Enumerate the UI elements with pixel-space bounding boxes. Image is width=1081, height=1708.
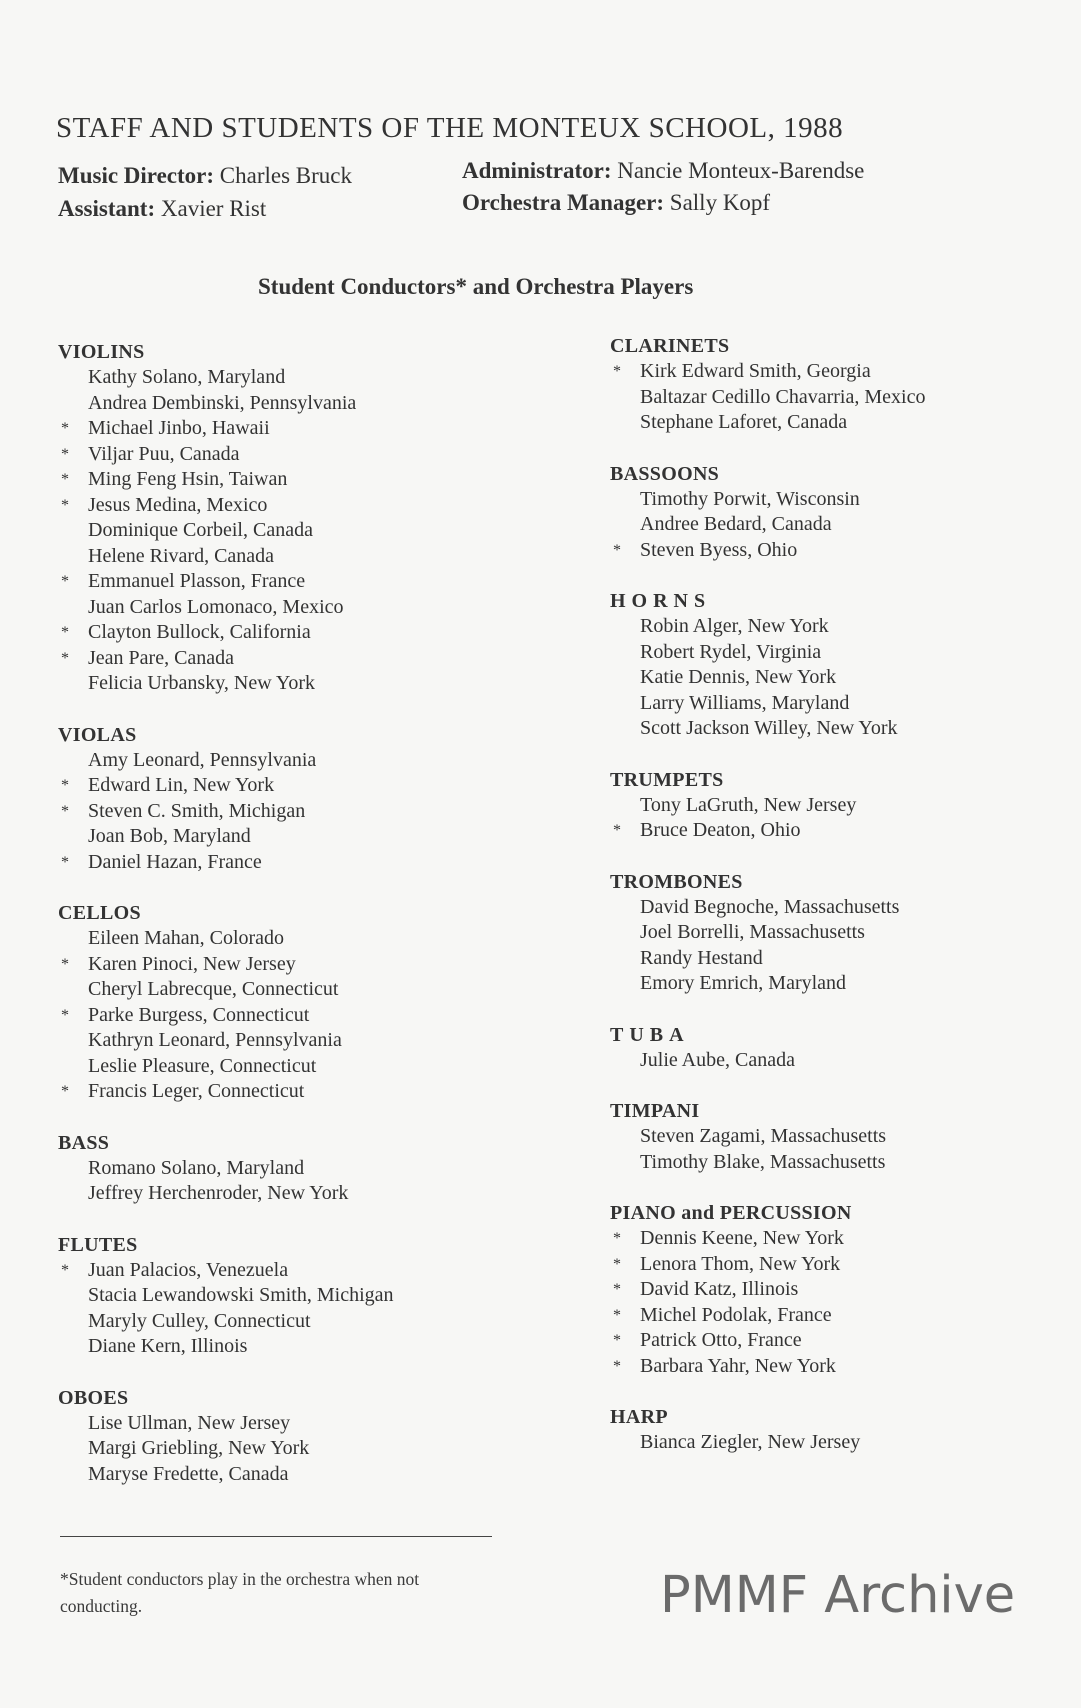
member-name: Margi Griebling, New York xyxy=(88,1437,310,1459)
orchestra-manager xyxy=(462,190,770,216)
member-row xyxy=(58,646,498,672)
footnote-divider xyxy=(60,1536,492,1537)
section-heading: CLARINETS xyxy=(610,335,730,357)
section-violins xyxy=(58,340,498,697)
member-name: Edward Lin, New York xyxy=(88,774,275,796)
student-conductor-mark: * xyxy=(61,649,69,667)
member-name: Baltazar Cedillo Chavarria, Mexico xyxy=(640,385,926,408)
student-conductor-mark: * xyxy=(613,363,621,380)
section-heading: FLUTES xyxy=(58,1233,138,1256)
member-row xyxy=(58,824,498,850)
member-name: Francis Leger, Connecticut xyxy=(88,1080,305,1102)
section-heading: VIOLAS xyxy=(58,723,137,746)
section-trumpets xyxy=(610,768,1060,844)
section-heading: BASSOONS xyxy=(610,462,720,485)
member-row xyxy=(58,493,498,519)
music-director xyxy=(58,163,352,189)
footnote: *Student conductors play in the orchestra when not conducting. xyxy=(60,1569,420,1616)
member-row xyxy=(58,595,498,621)
student-conductor-mark: * xyxy=(61,853,69,871)
student-conductor-mark: * xyxy=(61,955,69,973)
member-row xyxy=(58,569,498,595)
member-name: Karen Pinoci, New Jersey xyxy=(88,952,296,975)
member-row xyxy=(610,538,1060,564)
section-heading: HARP xyxy=(610,1406,668,1428)
member-row xyxy=(58,544,498,570)
assistant-name: Xavier Rist xyxy=(160,196,267,221)
member-row xyxy=(58,850,498,876)
member-row xyxy=(610,716,1060,742)
member-name: Barbara Yahr, New York xyxy=(640,1354,836,1377)
student-conductor-mark: * xyxy=(613,1230,621,1247)
section-subtitle: Student Conductors* and Orchestra Players xyxy=(258,274,694,299)
section-heading: HORNS xyxy=(610,590,712,612)
section-heading: PIANO and PERCUSSION xyxy=(610,1202,852,1224)
music-director-label: Music Director: xyxy=(58,163,215,188)
member-name: Lise Ullman, New Jersey xyxy=(88,1411,291,1434)
member-row xyxy=(610,691,1060,717)
member-row xyxy=(58,671,498,697)
member-row xyxy=(58,1003,498,1029)
member-name: Clayton Bullock, California xyxy=(88,621,311,643)
member-name: Cheryl Labrecque, Connecticut xyxy=(88,978,339,1000)
member-row xyxy=(610,385,1060,411)
member-name: Juan Palacios, Venezuela xyxy=(88,1258,289,1281)
section-harp xyxy=(610,1405,1060,1456)
member-name: Randy Hestand xyxy=(640,946,763,969)
section-heading: BASS xyxy=(58,1131,110,1154)
member-row xyxy=(610,1303,1060,1329)
student-conductor-mark: * xyxy=(61,1261,69,1279)
member-row xyxy=(610,818,1060,844)
member-name: Jean Pare, Canada xyxy=(88,646,235,669)
member-row xyxy=(610,487,1060,513)
section-heading: TIMPANI xyxy=(610,1100,700,1122)
left-column xyxy=(58,340,498,1513)
member-row xyxy=(58,1411,498,1437)
student-conductor-mark: * xyxy=(61,1083,69,1100)
student-conductor-mark: * xyxy=(613,1357,621,1375)
member-name: Robin Alger, New York xyxy=(640,615,829,637)
student-conductor-mark: * xyxy=(613,822,621,839)
member-name: Stephane Laforet, Canada xyxy=(640,411,848,433)
member-name: Joel Borrelli, Massachusetts xyxy=(640,921,865,943)
member-row xyxy=(610,895,1060,921)
section-timpani xyxy=(610,1099,1060,1175)
member-row xyxy=(610,793,1060,819)
member-name: Andrea Dembinski, Pennsylvania xyxy=(88,391,357,414)
member-name: Stacia Lewandowski Smith, Michigan xyxy=(88,1284,394,1306)
member-row xyxy=(58,1462,498,1488)
student-conductor-mark: * xyxy=(613,541,621,559)
member-row xyxy=(610,971,1060,997)
member-row xyxy=(610,1277,1060,1303)
member-name: Helene Rivard, Canada xyxy=(88,544,275,567)
administrator-name: Nancie Monteux-Barendse xyxy=(617,158,865,183)
member-row xyxy=(58,977,498,1003)
student-conductor-mark: * xyxy=(61,802,69,820)
member-row xyxy=(58,391,498,417)
member-name: Bianca Ziegler, New Jersey xyxy=(640,1431,861,1453)
member-name: Steven C. Smith, Michigan xyxy=(88,799,306,822)
member-row xyxy=(610,512,1060,538)
member-row xyxy=(58,1079,498,1105)
member-name: Dominique Corbeil, Canada xyxy=(88,519,313,541)
member-row xyxy=(58,926,498,952)
member-row xyxy=(610,1150,1060,1176)
member-name: Kathryn Leonard, Pennsylvania xyxy=(88,1029,342,1051)
right-column xyxy=(610,334,1060,1482)
member-name: Michael Jinbo, Hawaii xyxy=(88,417,270,439)
member-row xyxy=(610,410,1060,436)
student-conductor-mark: * xyxy=(61,471,69,488)
member-name: Andree Bedard, Canada xyxy=(640,513,832,535)
section-heading: OBOES xyxy=(58,1386,129,1409)
student-conductor-mark: * xyxy=(61,573,69,590)
member-row xyxy=(58,1436,498,1462)
section-horns xyxy=(610,589,1060,742)
member-row xyxy=(610,665,1060,691)
member-row xyxy=(58,1309,498,1335)
member-row xyxy=(610,1354,1060,1380)
member-name: Kirk Edward Smith, Georgia xyxy=(640,360,871,382)
member-row xyxy=(58,1028,498,1054)
member-name: Juan Carlos Lomonaco, Mexico xyxy=(88,595,344,618)
section-violas xyxy=(58,723,498,876)
section-heading: CELLOS xyxy=(58,902,141,924)
member-name: Patrick Otto, France xyxy=(640,1329,802,1351)
section-bassoons xyxy=(610,462,1060,564)
member-name: Lenora Thom, New York xyxy=(640,1252,841,1275)
member-name: Parke Burgess, Connecticut xyxy=(88,1003,310,1026)
member-name: Michel Podolak, France xyxy=(640,1303,832,1326)
page-title: STAFF AND STUDENTS OF THE MONTEUX SCHOOL, 1988 xyxy=(56,112,844,144)
section-flutes xyxy=(58,1233,498,1360)
member-name: David Begnoche, Massachusetts xyxy=(640,895,900,918)
orchestra-manager-name: Sally Kopf xyxy=(669,190,771,215)
section-heading: TRUMPETS xyxy=(610,768,724,791)
member-row xyxy=(610,614,1060,640)
member-row xyxy=(58,1334,498,1360)
section-piano-and-percussion xyxy=(610,1201,1060,1379)
member-name: Dennis Keene, New York xyxy=(640,1227,844,1249)
member-row xyxy=(58,748,498,774)
member-row xyxy=(58,518,498,544)
member-name: Larry Williams, Maryland xyxy=(640,691,850,714)
member-name: Amy Leonard, Pennsylvania xyxy=(88,748,317,771)
member-row xyxy=(58,442,498,468)
member-name: Jesus Medina, Mexico xyxy=(88,493,268,516)
member-row xyxy=(58,1283,498,1309)
member-row xyxy=(610,946,1060,972)
member-name: Tony LaGruth, New Jersey xyxy=(640,793,857,816)
member-name: Julie Aube, Canada xyxy=(640,1048,795,1071)
member-name: Joan Bob, Maryland xyxy=(88,825,251,847)
member-row xyxy=(610,1048,1060,1074)
member-name: Timothy Porwit, Wisconsin xyxy=(640,487,860,510)
member-row xyxy=(58,365,498,391)
member-name: Felicia Urbansky, New York xyxy=(88,672,316,694)
member-row xyxy=(58,799,498,825)
student-conductor-mark: * xyxy=(613,1306,621,1324)
member-row xyxy=(58,467,498,493)
section-tuba xyxy=(610,1023,1060,1074)
member-row xyxy=(58,773,498,799)
assistant xyxy=(58,196,266,222)
section-oboes xyxy=(58,1386,498,1488)
member-row xyxy=(610,359,1060,385)
member-name: Timothy Blake, Massachusetts xyxy=(640,1150,886,1173)
member-row xyxy=(610,920,1060,946)
assistant-label: Assistant: xyxy=(58,196,156,221)
member-name: Eileen Mahan, Colorado xyxy=(88,927,285,949)
music-director-name: Charles Bruck xyxy=(219,163,353,188)
member-row xyxy=(610,1328,1060,1354)
student-conductor-mark: * xyxy=(613,1281,621,1298)
member-row xyxy=(58,1054,498,1080)
member-row xyxy=(58,952,498,978)
student-conductor-mark: * xyxy=(61,624,69,641)
member-name: Leslie Pleasure, Connecticut xyxy=(88,1054,317,1077)
member-row xyxy=(610,640,1060,666)
member-name: Scott Jackson Willey, New York xyxy=(640,717,898,739)
member-name: Jeffrey Herchenroder, New York xyxy=(88,1182,349,1204)
member-name: Viljar Puu, Canada xyxy=(88,442,240,465)
student-conductor-mark: * xyxy=(61,1006,69,1024)
member-name: Maryse Fredette, Canada xyxy=(88,1462,289,1485)
section-heading: TUBA xyxy=(610,1023,690,1046)
student-conductor-mark: * xyxy=(613,1255,621,1273)
member-name: David Katz, Illinois xyxy=(640,1278,799,1300)
member-name: Steven Byess, Ohio xyxy=(640,538,798,561)
member-name: Emmanuel Plasson, France xyxy=(88,570,306,592)
section-heading: TROMBONES xyxy=(610,870,743,893)
member-row xyxy=(610,1252,1060,1278)
section-trombones xyxy=(610,870,1060,997)
administrator-label: Administrator: xyxy=(462,158,612,183)
archive-watermark: PMMF Archive xyxy=(660,1566,1016,1625)
member-name: Daniel Hazan, France xyxy=(88,850,262,873)
member-row xyxy=(610,1124,1060,1150)
student-conductor-mark: * xyxy=(61,777,69,794)
section-heading: VIOLINS xyxy=(58,341,145,363)
member-row xyxy=(610,1226,1060,1252)
member-name: Emory Emrich, Maryland xyxy=(640,972,847,994)
orchestra-manager-label: Orchestra Manager: xyxy=(462,190,665,215)
student-conductor-mark: * xyxy=(61,496,69,514)
member-row xyxy=(58,1156,498,1182)
member-name: Bruce Deaton, Ohio xyxy=(640,819,801,841)
member-name: Katie Dennis, New York xyxy=(640,666,837,688)
member-name: Kathy Solano, Maryland xyxy=(88,366,286,388)
member-name: Romano Solano, Maryland xyxy=(88,1156,305,1179)
member-name: Ming Feng Hsin, Taiwan xyxy=(88,468,288,490)
member-row xyxy=(610,1430,1060,1456)
member-row xyxy=(58,1181,498,1207)
student-conductor-mark: * xyxy=(61,420,69,437)
student-conductor-mark: * xyxy=(613,1332,621,1349)
member-name: Robert Rydel, Virginia xyxy=(640,640,822,663)
member-name: Steven Zagami, Massachusetts xyxy=(640,1125,887,1147)
member-name: Diane Kern, Illinois xyxy=(88,1335,248,1357)
section-cellos xyxy=(58,901,498,1105)
member-row xyxy=(58,416,498,442)
administrator xyxy=(462,158,864,184)
member-name: Maryly Culley, Connecticut xyxy=(88,1309,311,1332)
member-row xyxy=(58,1258,498,1284)
student-conductor-mark: * xyxy=(61,445,69,463)
member-row xyxy=(58,620,498,646)
section-clarinets xyxy=(610,334,1060,436)
section-bass xyxy=(58,1131,498,1207)
